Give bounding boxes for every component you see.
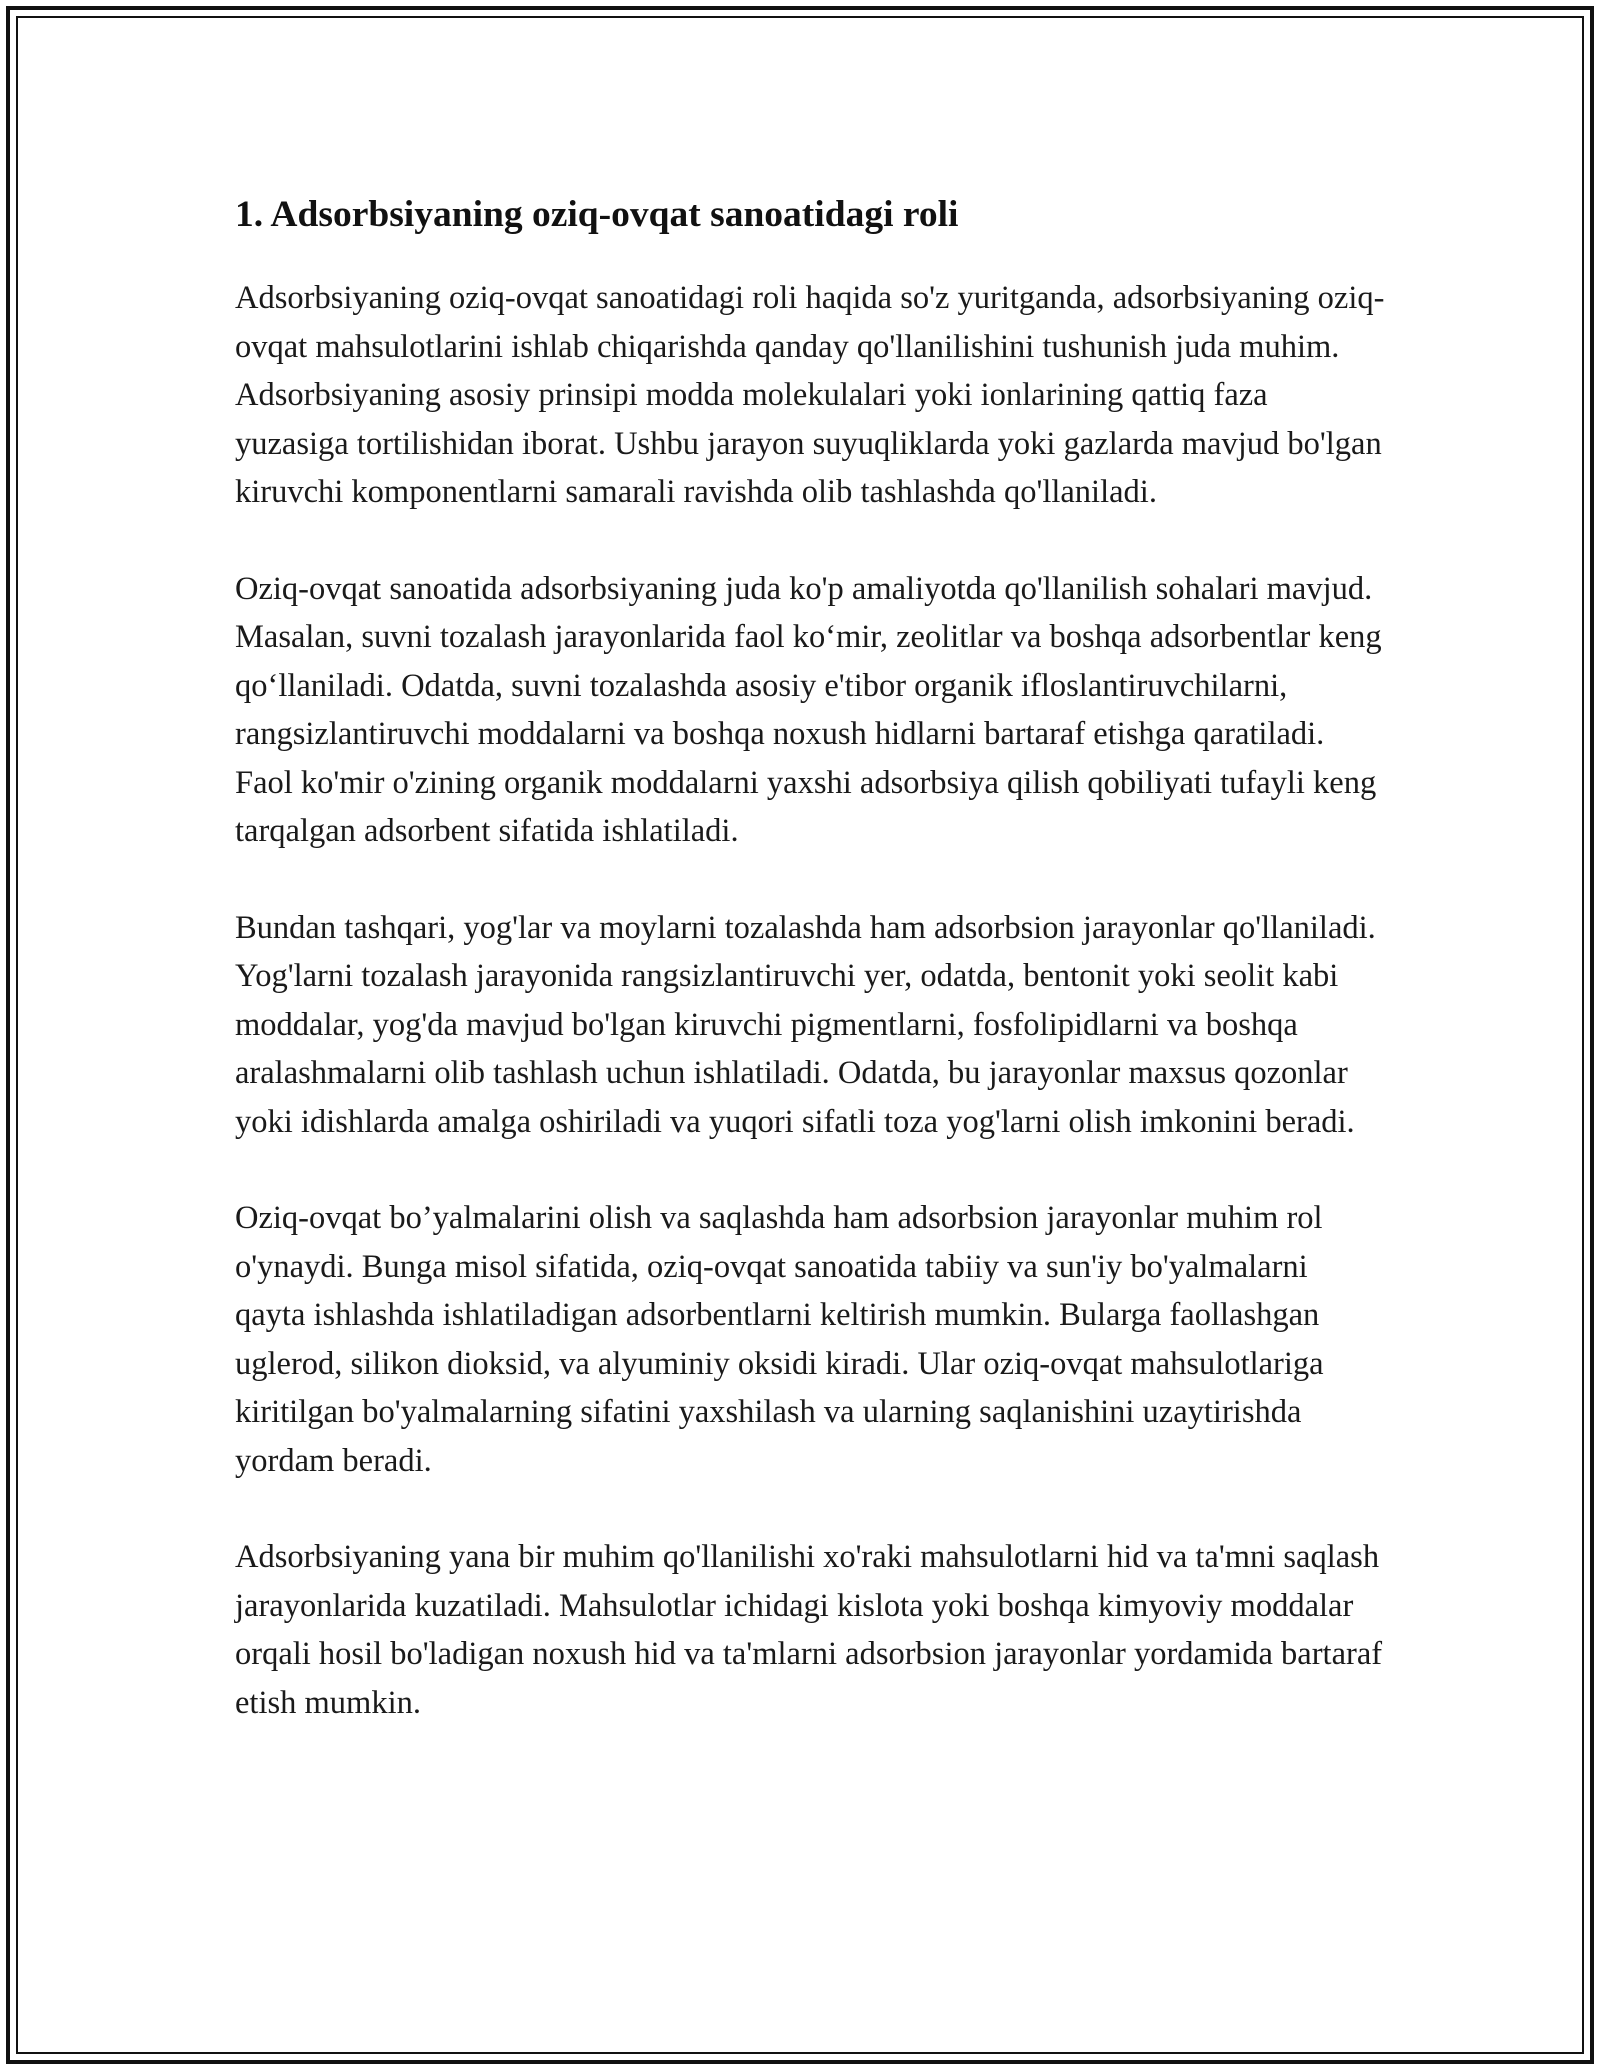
paragraph-intro: Adsorbsiyaning oziq-ovqat sanoatidagi roli haqida so'z yuritganda, adsorbsiyaning oziq-ovqat mahsulotlarini ishlab chiqarishda qanday qo'llanilishini tushunish juda muhim. Adsorbsiyaning asosiy prinsipi modda molekulalari yoki ionlarining qattiq faza yuzasiga tortilishidan iborat. Ushbu jarayon suyuqliklarda yoki gazlarda mavjud bo'lgan kiruvchi komponentlarni samarali ravishda olib tashlashda qo'llaniladi.	[235, 280, 1385, 510]
paragraph-oil-refining: Bundan tashqari, yog'lar va moylarni tozalashda ham adsorbsion jarayonlar qo'llaniladi. Yog'larni tozalash jarayonida rangsizlantiruvchi yer, odatda, bentonit yoki seolit kabi moddalar, yog'da mavjud bo'lgan kiruvchi pigmentlarni, fosfolipidlarni va boshqa aralashmalarni olib tashlash uchun ishlatiladi. Odatda, bu jarayonlar maxsus qozonlar yoki idishlarda amalga oshiriladi va yuqori sifatli toza yog'larni olish imkonini beradi.	[235, 909, 1376, 1140]
paragraph-food-colorants: Oziq-ovqat bo’yalmalarini olish va saqlashda ham adsorbsion jarayonlar muhim rol o'ynaydi. Bunga misol sifatida, oziq-ovqat sanoatida tabiiy va sun'iy bo'yalmalarni qayta ishlashda ishlatiladigan adsorbentlarni keltirish mumkin. Bularga faollashgan uglerod, silikon dioksid, va alyuminiy oksidi kiradi. Ular oziq-ovqat mahsulotlariga kiritilgan bo'yalmalarning sifatini yaxshilash va ularning saqlanishini uzaytirishda yordam beradi.	[235, 1200, 1324, 1479]
document-body	[235, 182, 1385, 1775]
section-heading: 1. Adsorbsiyaning oziq-ovqat sanoatidagi roli	[235, 194, 959, 235]
paragraph-water-treatment: Oziq-ovqat sanoatida adsorbsiyaning juda ko'p amaliyotda qo'llanilish sohalari mavjud. Masalan, suvni tozalash jarayonlarida faol ko‘mir, zeolitlar va boshqa adsorbentlar keng qo‘llaniladi. Odatda, suvni tozalashda asosiy e'tibor organik ifloslantiruvchilarni, rangsizlantiruvchi moddalarni va boshqa noxush hidlarni bartaraf etishga qaratiladi. Faol ko'mir o'zining organik moddalarni yaxshi adsorbsiya qilish qobiliyati tufayli keng tarqalgan adsorbent sifatida ishlatiladi.	[235, 570, 1382, 849]
paragraph-odor-taste: Adsorbsiyaning yana bir muhim qo'llanilishi xo'raki mahsulotlarni hid va ta'mni saqlash jarayonlarida kuzatiladi. Mahsulotlar ichidagi kislota yoki boshqa kimyoviy moddalar orqali hosil bo'ladigan noxush hid va ta'mlarni adsorbsion jarayonlar yordamida bartaraf etish mumkin.	[235, 1539, 1383, 1721]
